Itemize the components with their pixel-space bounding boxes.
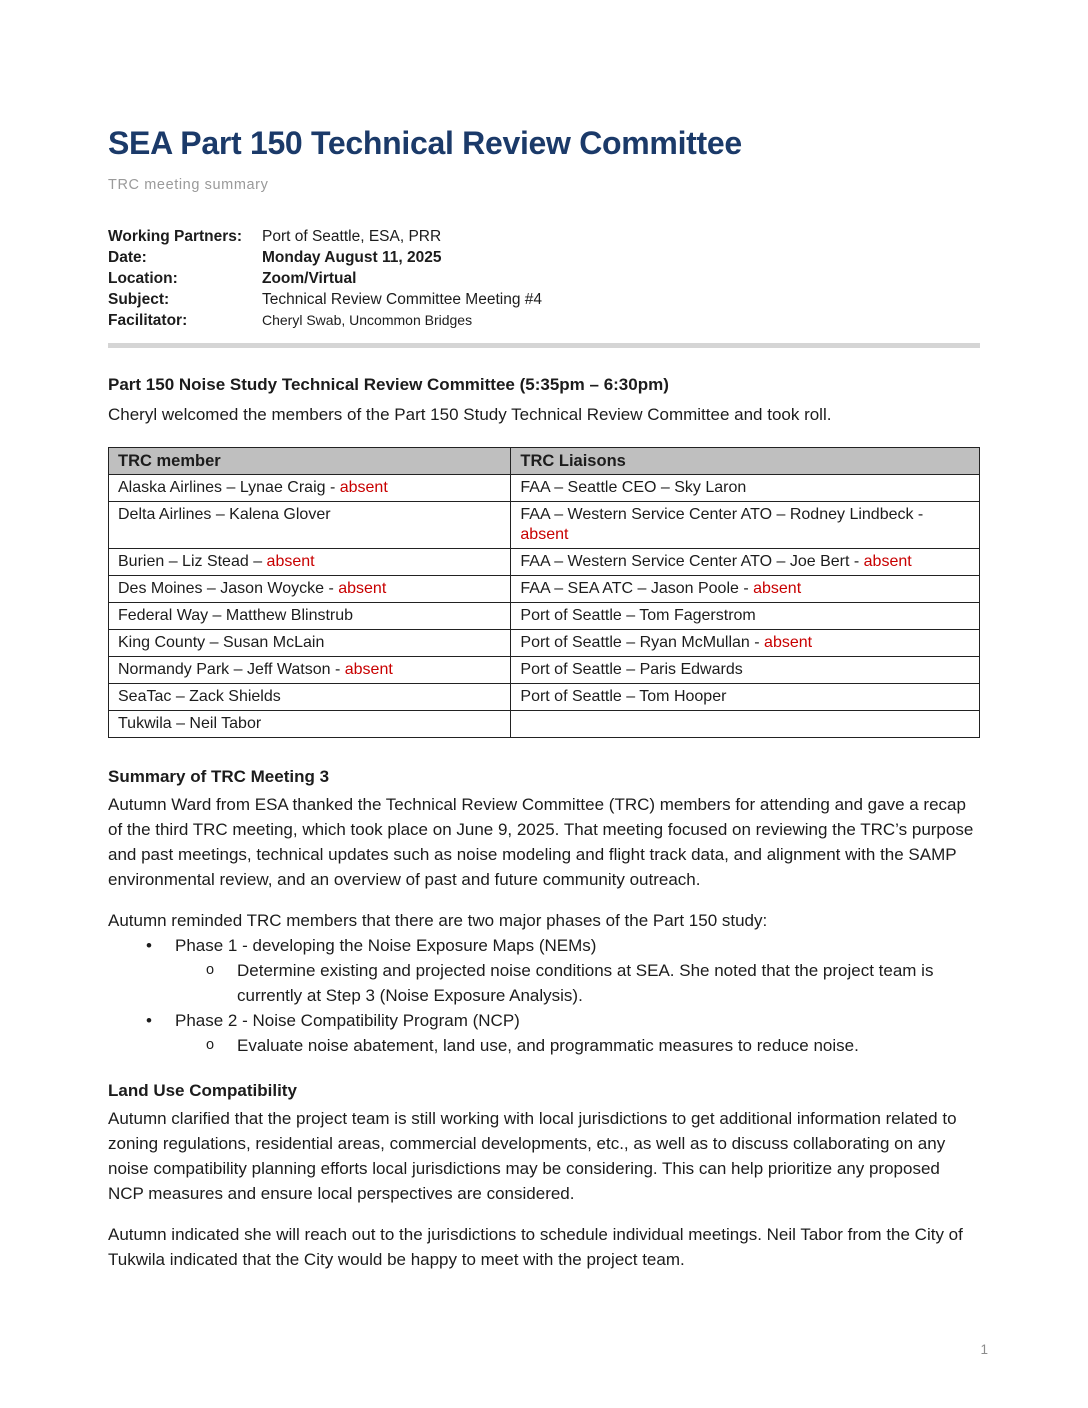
trc-liaison-cell — [511, 711, 980, 738]
table-row — [109, 576, 980, 603]
trc-liaison-cell — [511, 502, 980, 549]
absent-flag: absent — [753, 580, 802, 597]
meta-value: Cheryl Swab, Uncommon Bridges — [262, 312, 473, 328]
summary-paragraph-1: Autumn Ward from ESA thanked the Technical Review Committee (TRC) members for attending and gave a recap of the third TRC meeting, which took place on June 9, 2025. That meeting focused on reviewing the TRC’s purpose and past meetings, technical updates such as noise modeling and flight track data, and alignment with the SAMP environmental review, and an overview of past and future community outreach. — [108, 795, 974, 889]
section-heading-summary: Summary of TRC Meeting 3 — [108, 767, 330, 786]
meta-value: Zoom/Virtual — [262, 270, 357, 287]
trc-roll-table — [108, 447, 980, 738]
cell-text: Tukwila – Neil Tabor — [118, 715, 262, 732]
trc-liaison-cell — [511, 630, 980, 657]
trc-member-cell — [109, 502, 511, 549]
cell-text: King County – Susan McLain — [118, 634, 325, 651]
land-use-paragraph-2: Autumn indicated she will reach out to the jurisdictions to schedule individual meetings. Neil Tabor from the City of Tukwila indicated that the City would be happy to meet with the project team. — [108, 1225, 963, 1269]
trc-member-cell — [109, 657, 511, 684]
absent-flag: absent — [338, 580, 387, 597]
table-row — [109, 630, 980, 657]
trc-liaison-cell — [511, 684, 980, 711]
page-title: SEA Part 150 Technical Review Committee — [108, 125, 742, 161]
meta-row-subject — [108, 289, 980, 310]
land-use-paragraph-1: Autumn clarified that the project team is still working with local jurisdictions to get additional information related to zoning regulations, residential areas, commercial developments, etc., as well as to discuss collaborating on any noise compatibility planning efforts local jurisdictions may be considering. This can help prioritize any proposed NCP measures and ensure local perspectives are considered. — [108, 1109, 957, 1203]
meta-row-date — [108, 247, 980, 268]
section-heading-land-use: Land Use Compatibility — [108, 1081, 297, 1100]
cell-text: FAA – Western Service Center ATO – Rodney Lindbeck - — [520, 506, 924, 523]
absent-flag: absent — [520, 526, 569, 543]
trc-liaison-cell — [511, 603, 980, 630]
trc-member-cell — [109, 603, 511, 630]
cell-text: Port of Seattle – Paris Edwards — [520, 661, 743, 678]
absent-flag: absent — [863, 553, 912, 570]
meta-row-working-partners — [108, 226, 980, 247]
bullet-phase-1-detail: o Determine existing and projected noise conditions at SEA. She noted that the project team is currently at Step 3 (Noise Exposure Analysis). — [108, 958, 980, 1008]
table-row — [109, 475, 980, 502]
trc-member-cell — [109, 684, 511, 711]
cell-text: Des Moines – Jason Woycke - — [118, 580, 339, 597]
meta-label: Subject: — [108, 291, 170, 308]
trc-liaison-cell — [511, 549, 980, 576]
column-header-trc-member: TRC member — [109, 448, 511, 475]
page-number: 1 — [980, 1342, 988, 1357]
cell-text: Port of Seattle – Ryan McMullan - — [520, 634, 765, 651]
cell-text: Burien – Liz Stead – — [118, 553, 267, 570]
trc-member-cell — [109, 576, 511, 603]
bullet-phase-2-detail: o Evaluate noise abatement, land use, and programmatic measures to reduce noise. — [108, 1033, 980, 1058]
table-row — [109, 549, 980, 576]
table-row — [109, 657, 980, 684]
bullet-phase-2: • Phase 2 - Noise Compatibility Program (NCP) — [108, 1008, 980, 1033]
cell-text: Delta Airlines – Kalena Glover — [118, 506, 331, 523]
committee-intro-paragraph: Cheryl welcomed the members of the Part 150 Study Technical Review Committee and took roll. — [108, 405, 832, 424]
meeting-metadata — [108, 226, 980, 331]
absent-flag: absent — [339, 479, 388, 496]
table-row — [109, 502, 980, 549]
table-row — [109, 684, 980, 711]
table-row — [109, 603, 980, 630]
absent-flag: absent — [344, 661, 393, 678]
absent-flag: absent — [764, 634, 813, 651]
column-header-trc-liaisons: TRC Liaisons — [511, 448, 980, 475]
cell-text: Alaska Airlines – Lynae Craig - — [118, 479, 340, 496]
cell-text: Federal Way – Matthew Blinstrub — [118, 607, 354, 624]
cell-text: FAA – Western Service Center ATO – Joe Bert - — [520, 553, 864, 570]
trc-member-cell — [109, 475, 511, 502]
meta-label: Facilitator: — [108, 312, 188, 329]
cell-text: Port of Seattle – Tom Hooper — [520, 688, 727, 705]
table-header-row — [109, 448, 980, 475]
meta-row-location — [108, 268, 980, 289]
section-divider — [108, 343, 980, 348]
trc-liaison-cell — [511, 657, 980, 684]
table-row — [109, 711, 980, 738]
trc-liaison-cell — [511, 475, 980, 502]
summary-paragraph-2: Autumn reminded TRC members that there are two major phases of the Part 150 study: — [108, 911, 768, 930]
trc-member-cell — [109, 630, 511, 657]
section-heading-committee: Part 150 Noise Study Technical Review Committee (5:35pm – 6:30pm) — [108, 375, 669, 394]
meta-label: Working Partners: — [108, 228, 243, 245]
cell-text: SeaTac – Zack Shields — [118, 688, 281, 705]
cell-text: Normandy Park – Jeff Watson - — [118, 661, 345, 678]
meta-label: Date: — [108, 249, 147, 266]
trc-member-cell — [109, 549, 511, 576]
meta-label: Location: — [108, 270, 178, 287]
page-subtitle: TRC meeting summary — [108, 177, 269, 193]
cell-text: Port of Seattle – Tom Fagerstrom — [520, 607, 756, 624]
trc-member-cell — [109, 711, 511, 738]
meta-row-facilitator — [108, 310, 980, 331]
trc-liaison-cell — [511, 576, 980, 603]
absent-flag: absent — [266, 553, 315, 570]
bullet-phase-1: • Phase 1 - developing the Noise Exposure Maps (NEMs) — [108, 933, 980, 958]
meta-value: Port of Seattle, ESA, PRR — [262, 228, 442, 245]
phases-bullet-list — [108, 933, 980, 1058]
meta-value: Monday August 11, 2025 — [262, 249, 442, 266]
cell-text: FAA – Seattle CEO – Sky Laron — [520, 479, 747, 496]
cell-text: FAA – SEA ATC – Jason Poole - — [520, 580, 754, 597]
meta-value: Technical Review Committee Meeting #4 — [262, 291, 542, 308]
